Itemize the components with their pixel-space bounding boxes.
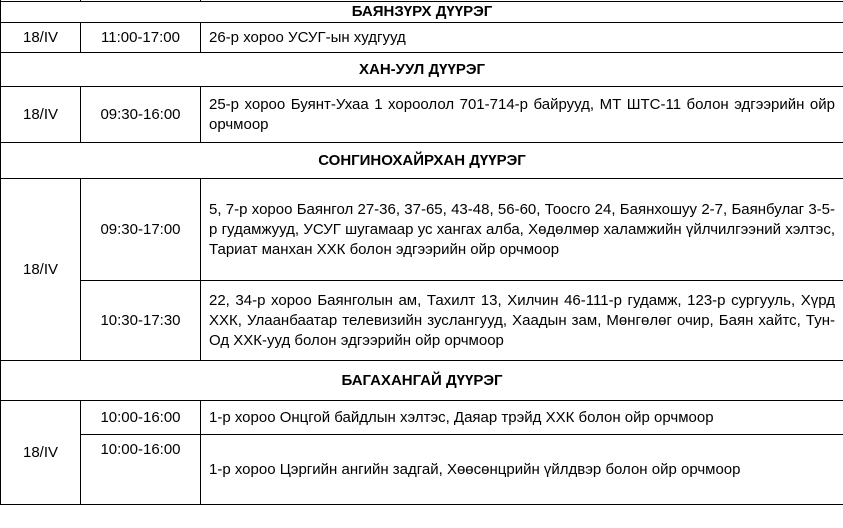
date-cell: 18/IV (1, 23, 81, 53)
date-cell: 18/IV (1, 179, 81, 361)
table-row (1, 281, 843, 361)
table-row (1, 435, 843, 505)
district-header-row (1, 143, 843, 179)
table-row (1, 23, 843, 53)
description-cell: 5, 7-р хороо Баянгол 27-36, 37-65, 43-48, 56-60, Тоосго 24, Баянхошуу 2-7, Баянбулаг 3-5-р гудамжууд, УСУГ шугамаар ус хангах алба, Хөдөлмөр халамжийн үйлчилгээний хэлтэс, Тариат манхан ХХК болон эдгээрийн ойр орчмоор (201, 179, 843, 281)
time-cell: 10:30-17:30 (81, 281, 201, 361)
description-cell: 25-р хороо Буянт-Ухаа 1 хороолол 701-714-р байрууд, МТ ШТС-11 болон эдгээрийн ойр орчмоор (201, 87, 843, 143)
time-cell: 09:30-17:00 (81, 179, 201, 281)
district-title: ХАН-УУЛ ДҮҮРЭГ (1, 53, 843, 87)
table-row (1, 87, 843, 143)
description-cell: 1-р хороо Онцгой байдлын хэлтэс, Даяар трэйд ХХК болон ойр орчмоор (201, 401, 843, 435)
date-cell: 18/IV (1, 401, 81, 505)
table-row (1, 179, 843, 281)
description-cell: 26-р хороо УСУГ-ын худгууд (201, 23, 843, 53)
district-header-row (1, 361, 843, 401)
time-cell: 10:00-16:00 (81, 435, 201, 505)
district-header-row (1, 53, 843, 87)
description-cell: 1-р хороо Цэргийн ангийн задгай, Хөөсөнцрийн үйлдвэр болон ойр орчмоор (201, 435, 843, 505)
district-title: СОНГИНОХАЙРХАН ДҮҮРЭГ (1, 143, 843, 179)
district-header-row (1, 2, 843, 23)
district-title: БАГАХАНГАЙ ДҮҮРЭГ (1, 361, 843, 401)
date-cell: 18/IV (1, 87, 81, 143)
district-title: БАЯНЗҮРХ ДҮҮРЭГ (1, 2, 843, 23)
time-cell: 11:00-17:00 (81, 23, 201, 53)
time-cell: 09:30-16:00 (81, 87, 201, 143)
time-cell: 10:00-16:00 (81, 401, 201, 435)
description-cell: 22, 34-р хороо Баянголын ам, Тахилт 13, Хилчин 46-111-р гудамж, 123-р сургууль, Хүрд ХХК, Улаанбаатар телевизийн зуслангууд, Хаадын зам, Мөнгөлөг очир, Баян хайтс, Тун-Од ХХК-ууд болон эдгээрийн ойр орчмоор (201, 281, 843, 361)
table-row (1, 401, 843, 435)
